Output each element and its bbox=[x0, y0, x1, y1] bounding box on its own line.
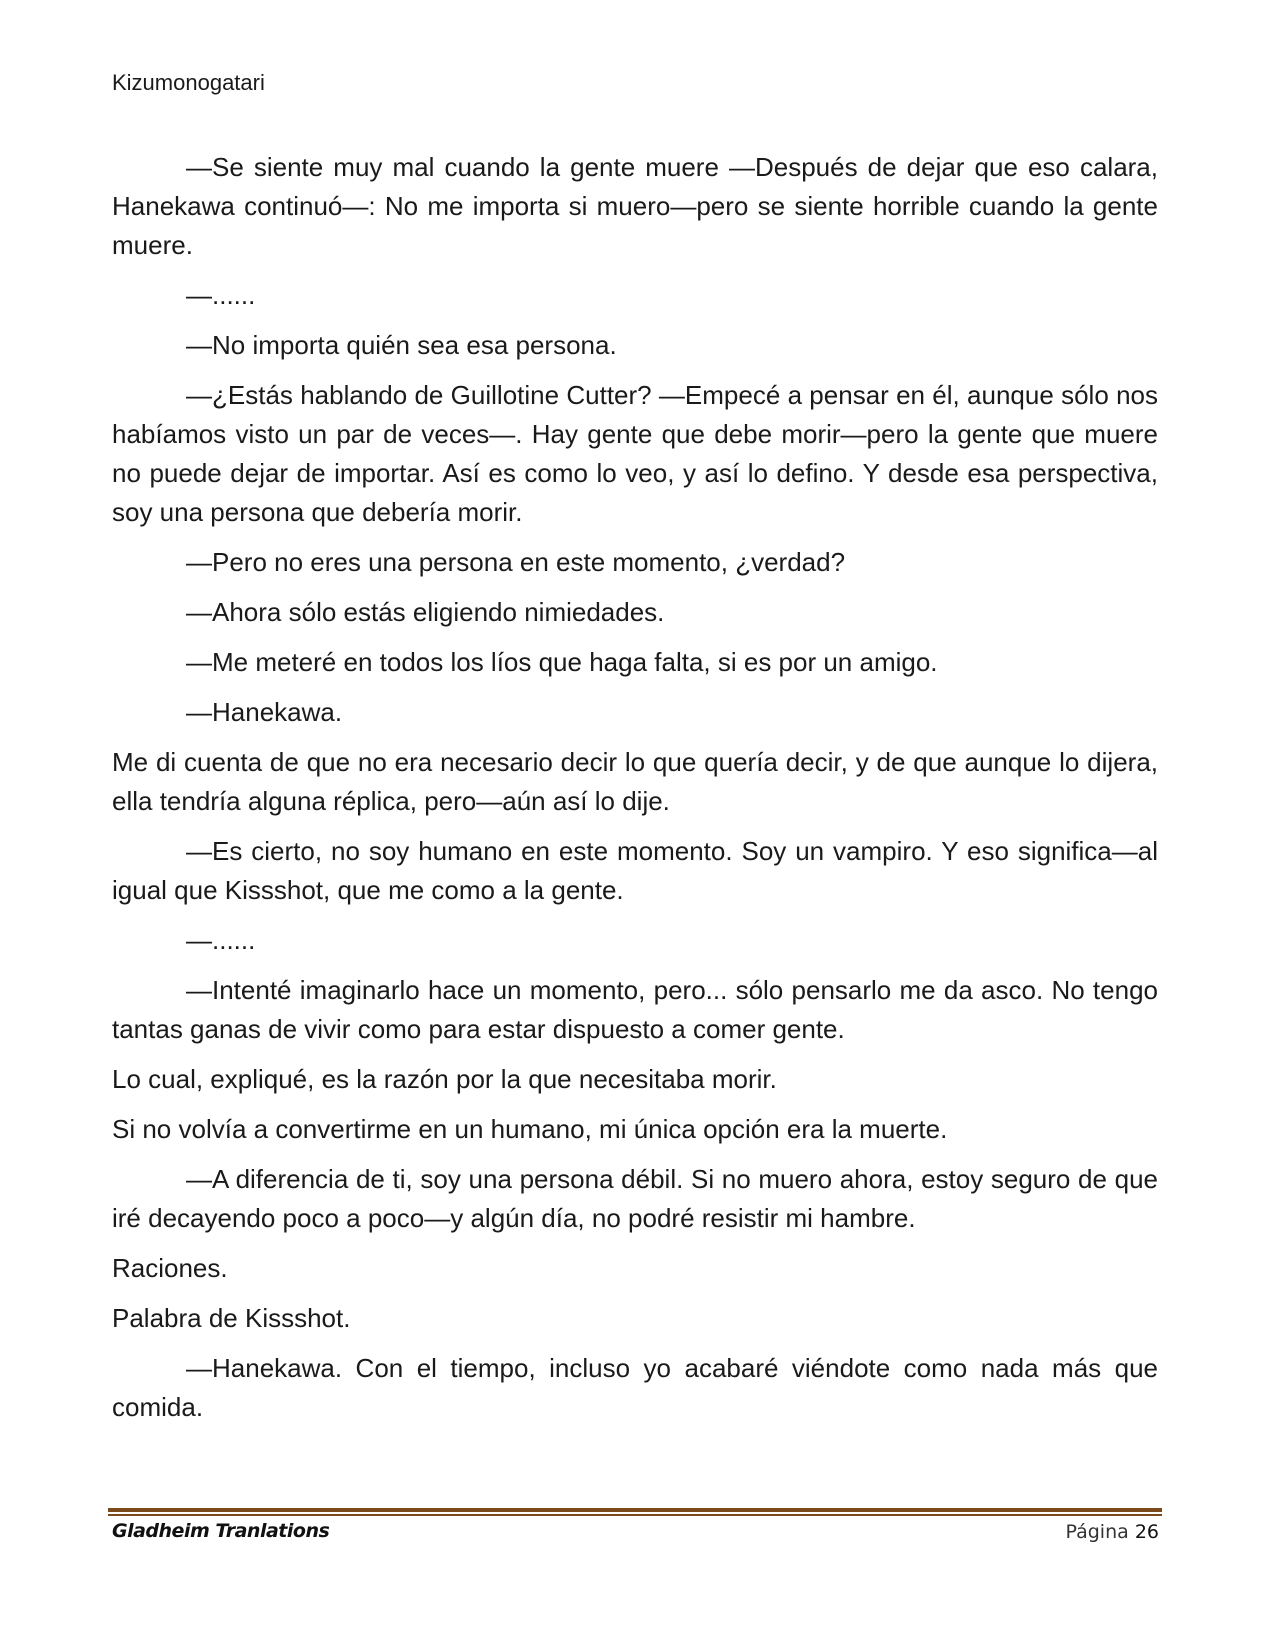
footer-page-indicator bbox=[1065, 1521, 1159, 1543]
running-header-title: Kizumonogatari bbox=[112, 70, 265, 95]
footer-divider-thick-line bbox=[108, 1508, 1162, 1512]
paragraph: —Me meteré en todos los líos que haga falta, si es por un amigo. bbox=[186, 647, 938, 677]
paragraph: —...... bbox=[186, 925, 256, 955]
paragraph: Raciones. bbox=[112, 1253, 228, 1283]
footer-divider-thin-line bbox=[108, 1514, 1162, 1516]
paragraph: —Ahora sólo estás eligiendo nimiedades. bbox=[186, 597, 665, 627]
paragraph: Palabra de Kissshot. bbox=[112, 1303, 351, 1333]
page-label: Página bbox=[1065, 1521, 1129, 1543]
paragraph: —Pero no eres una persona en este momento, ¿verdad? bbox=[186, 547, 846, 577]
paragraph: —Es cierto, no soy humano en este momento. Soy un vampiro. Y eso significa—al igual que Kissshot, que me como a la gente. bbox=[112, 836, 1158, 905]
paragraph: —...... bbox=[186, 280, 256, 310]
document-body bbox=[112, 148, 1158, 1438]
paragraph: —Se siente muy mal cuando la gente muere —Después de dejar que eso calara, Hanekawa continuó—: No me importa si muero—pero se siente horrible cuando la gente muere. bbox=[112, 152, 1158, 260]
paragraph: —¿Estás hablando de Guillotine Cutter? —Empecé a pensar en él, aunque sólo nos habíamos visto un par de veces—. Hay gente que debe morir—pero la gente que muere no puede dejar de importar. Así es como lo veo, y así lo defino. Y desde esa perspectiva, soy una persona que debería morir. bbox=[112, 380, 1158, 527]
paragraph: —Hanekawa. bbox=[186, 697, 343, 727]
paragraph: —A diferencia de ti, soy una persona débil. Si no muero ahora, estoy seguro de que iré decayendo poco a poco—y algún día, no podré resistir mi hambre. bbox=[112, 1164, 1158, 1233]
footer-publisher: Gladheim Tranlations bbox=[112, 1520, 330, 1542]
paragraph: —No importa quién sea esa persona. bbox=[186, 330, 617, 360]
paragraph: —Hanekawa. Con el tiempo, incluso yo acabaré viéndote como nada más que comida. bbox=[112, 1353, 1158, 1422]
paragraph: Si no volvía a convertirme en un humano, mi única opción era la muerte. bbox=[112, 1114, 948, 1144]
paragraph: Me di cuenta de que no era necesario decir lo que quería decir, y de que aunque lo dijera, ella tendría alguna réplica, pero—aún así lo dije. bbox=[112, 747, 1158, 816]
footer-divider bbox=[108, 1508, 1162, 1516]
paragraph: —Intenté imaginarlo hace un momento, pero... sólo pensarlo me da asco. No tengo tantas ganas de vivir como para estar dispuesto a comer gente. bbox=[112, 975, 1158, 1044]
paragraph: Lo cual, expliqué, es la razón por la que necesitaba morir. bbox=[112, 1064, 777, 1094]
page-number: 26 bbox=[1134, 1521, 1159, 1543]
